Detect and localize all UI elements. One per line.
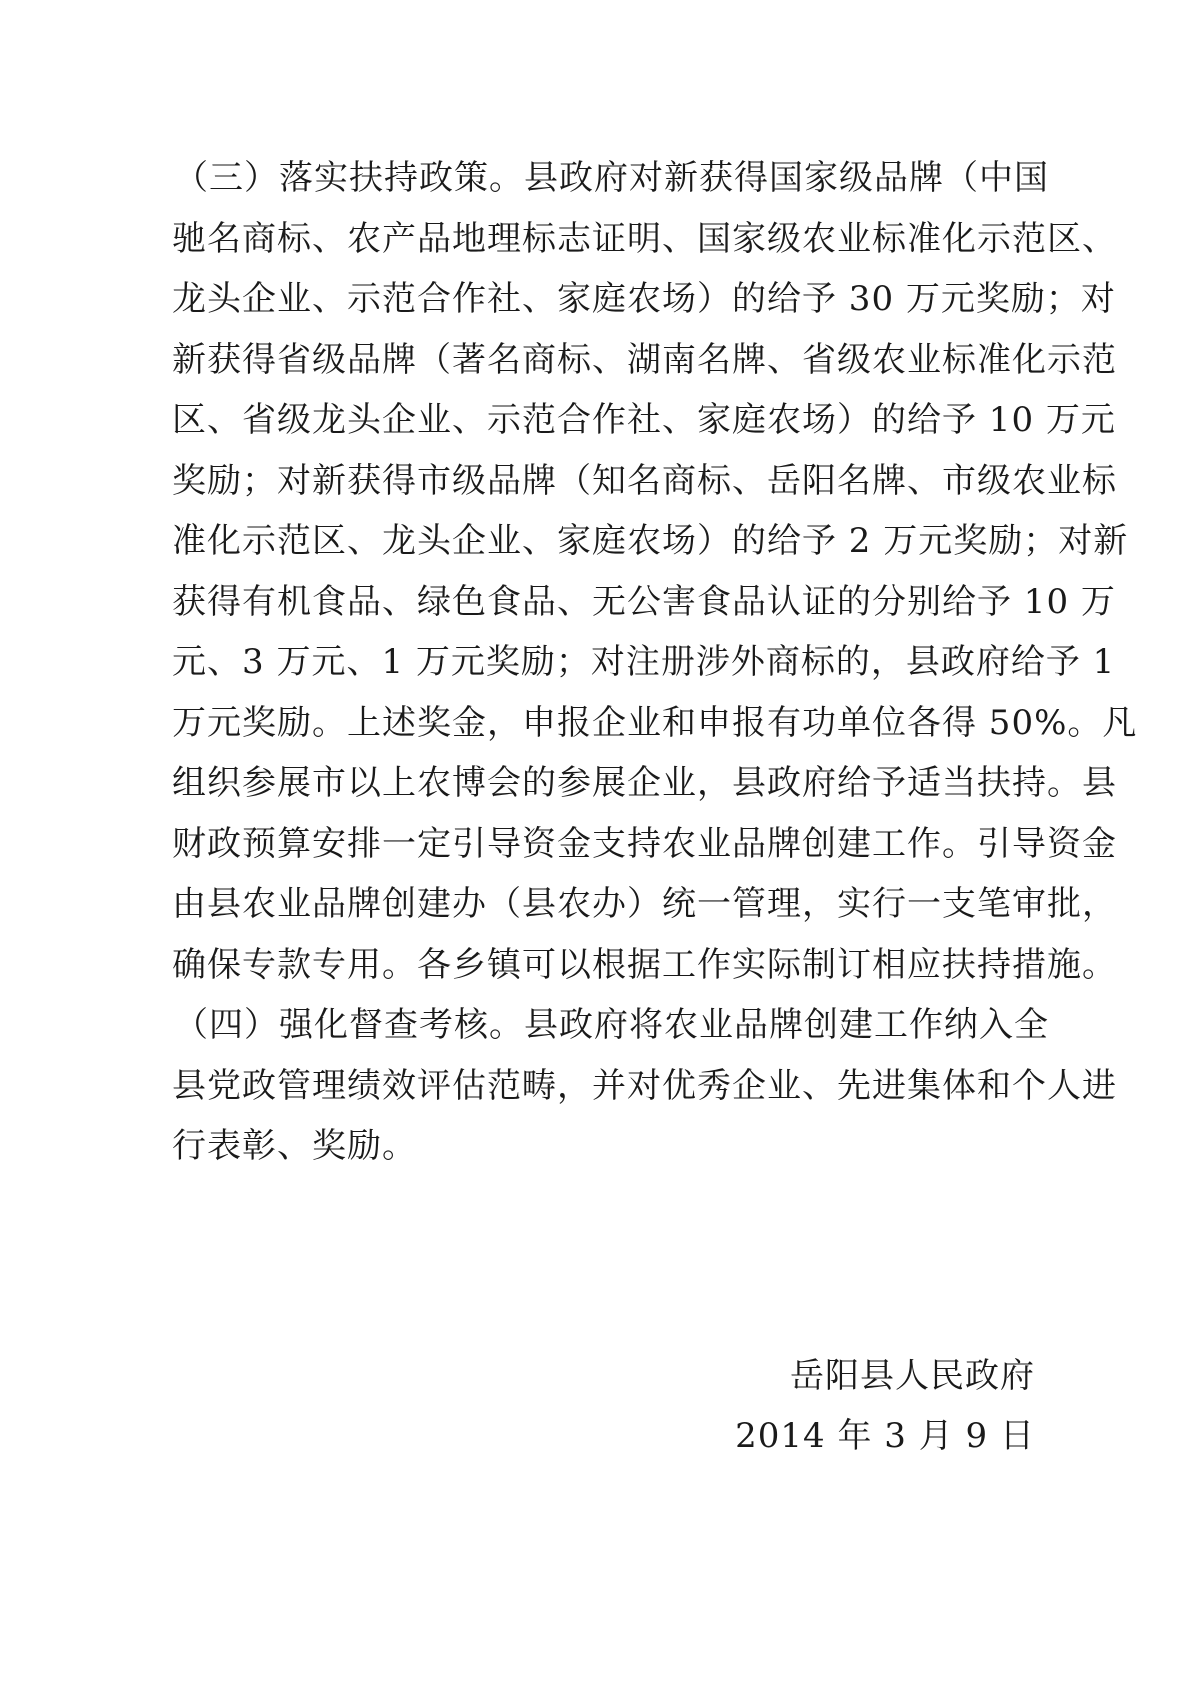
text-line: （三）落实扶持政策。县政府对新获得国家级品牌（中国 [174, 158, 1049, 198]
issuer-name: 岳阳县人民政府 [790, 1356, 1035, 1396]
text-line: 由县农业品牌创建办（县农办）统一管理，实行一支笔审批， [172, 884, 1117, 924]
text-line: 县党政管理绩效评估范畴，并对优秀企业、先进集体和个人进 [172, 1065, 1117, 1106]
document-body [172, 148, 1138, 1177]
paragraph-supervision [172, 995, 1117, 1177]
text-line: （四）强化督查考核。县政府将农业品牌创建工作纳入全 [174, 1005, 1049, 1045]
text-line: 驰名商标、农产品地理标志证明、国家级农业标准化示范区、 [172, 218, 1117, 259]
issue-date: 2014 年 3 月 9 日 [735, 1416, 1035, 1456]
text-line: 区、省级龙头企业、示范合作社、家庭农场）的给予 10 万元 [172, 400, 1116, 440]
signature-block [735, 1346, 1035, 1466]
text-line: 确保专款专用。各乡镇可以根据工作实际制订相应扶持措施。 [172, 944, 1117, 985]
text-line: 财政预算安排一定引导资金支持农业品牌创建工作。引导资金 [172, 823, 1117, 864]
text-line: 组织参展市以上农博会的参展企业，县政府给予适当扶持。县 [172, 763, 1117, 803]
text-line: 获得有机食品、绿色食品、无公害食品认证的分别给予 10 万 [172, 581, 1116, 622]
text-line: 万元奖励。上述奖金，申报企业和申报有功单位各得 50%。凡 [172, 702, 1138, 743]
text-line: 龙头企业、示范合作社、家庭农场）的给予 30 万元奖励；对 [172, 279, 1116, 319]
text-line: 奖励；对新获得市级品牌（知名商标、岳阳名牌、市级农业标 [172, 460, 1117, 501]
paragraph-support-policy [172, 148, 1138, 995]
text-line: 准化示范区、龙头企业、家庭农场）的给予 2 万元奖励；对新 [172, 521, 1129, 561]
text-line: 新获得省级品牌（著名商标、湖南名牌、省级农业标准化示范 [172, 339, 1117, 380]
text-line: 元、3 万元、1 万元奖励；对注册涉外商标的，县政府给予 1 [172, 642, 1116, 682]
text-line: 行表彰、奖励。 [172, 1126, 417, 1166]
